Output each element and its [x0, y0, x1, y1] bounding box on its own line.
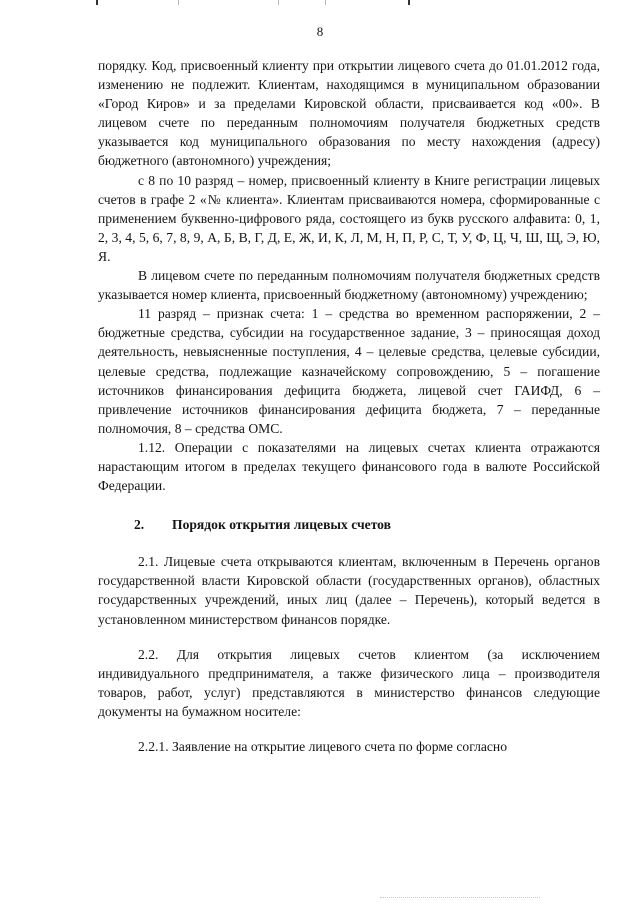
- scan-bottom-edge: [380, 897, 540, 901]
- scan-top-edge: [0, 0, 640, 6]
- paragraph-digits-8-10: с 8 по 10 разряд – номер, присвоенный клиенту в Книге регистрации лицевых счетов в графе 2 «№ клиента». Клиентам присваиваются номера, сформированные с применением буквенно-цифрового ряда, состоящего из букв русского алфавита: 0, 1, 2, 3, 4, 5, 6, 7, 8, 9, А, Б, В, Г, Д, Е, Ж, И, К, Л, М, Н, П, Р, С, Т, У, Ф, Ц, Ч, Ш, Щ, Э, Ю, Я.: [98, 172, 600, 264]
- paragraph-2-2-1: 2.2.1. Заявление на открытие лицевого счета по форме согласно: [138, 739, 507, 754]
- section-heading: [98, 515, 600, 534]
- paragraph-digit-11: 11 разряд – признак счета: 1 – средства во временном распоряжении, 2 – бюджетные средства, субсидии на государственное задание, 3 – приносящая доход деятельность, невыясненные поступления, 4 – целевые средства, целевые субсидии, целевые средства, подлежащие казначейскому сопровождению, 5 – погашение источников финансирования дефицита бюджета, лицевой счет ГАИФД, 6 – привлечение источников финансирования дефицита бюджета, 7 – переданные полномочия, 8 – средства ОМС.: [98, 306, 600, 436]
- paragraph-2-2: 2.2. Для открытия лицевых счетов клиентом (за исключением индивидуального предпринимателя, а также физического лица – производителя товаров, работ, услуг) представляются в министерство финансов следующие документы на бумажном носителе:: [98, 646, 600, 719]
- paragraph-1-12: 1.12. Операции с показателями на лицевых счетах клиента отражаются нарастающим итогом в пределах текущего финансового года в валюте Российской Федерации.: [98, 439, 600, 494]
- document-body: [98, 56, 600, 756]
- section-title: Порядок открытия лицевых счетов: [172, 517, 391, 533]
- paragraph-code-assignment: порядку. Код, присвоенный клиенту при открытии лицевого счета до 01.01.2012 года, изменению не подлежит. Клиентам, находящимся в муниципальном образовании «Город Киров» и за пределами Кировской области, присваивается код «00». В лицевом счете по переданным полномочиям получателя бюджетных средств указывается код муниципального образования по месту нахождения (адресу) бюджетного (автономного) учреждения;: [98, 58, 600, 169]
- page-number: 8: [316, 24, 324, 39]
- paragraph-2-1: 2.1. Лицевые счета открываются клиентам, включенным в Перечень органов государственной власти Кировской области (государственных органов), областных государственных учреждений, иных лиц (далее – Перечень), который ведется в установленном министерством финансов порядке.: [98, 554, 600, 627]
- paragraph-delegated-powers: В лицевом счете по переданным полномочиям получателя бюджетных средств указывается номер клиента, присвоенный бюджетному (автономному) учреждению;: [98, 268, 600, 303]
- section-number: 2.: [134, 517, 145, 533]
